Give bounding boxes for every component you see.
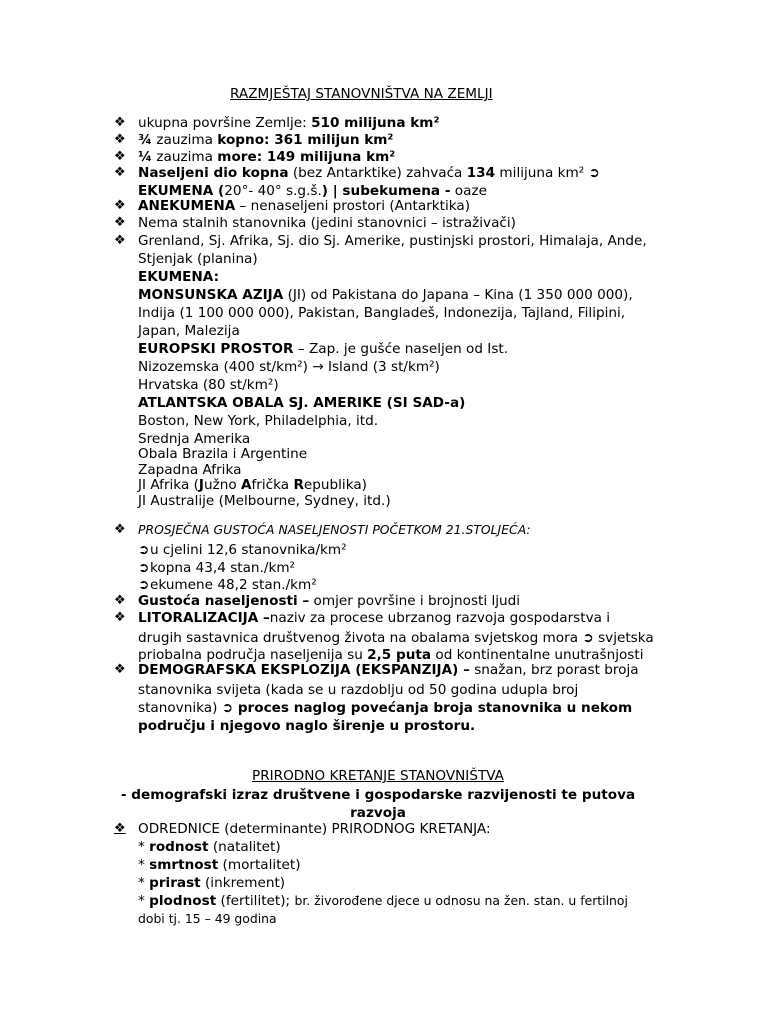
text: (JI) od Pakistana do Japana – Kina (1 350 000 000), — [283, 287, 633, 303]
text: milijuna km² — [495, 165, 589, 181]
bullet-icon: ❖ — [114, 198, 126, 213]
line-littoralization-cont — [138, 629, 654, 647]
term: ANEKUMENA — [138, 198, 236, 214]
line-demographic-cont — [138, 699, 632, 717]
line-no-residents: Nema stalnih stanovnika (jedini stanovnici – istraživači) — [138, 215, 516, 231]
line-europe — [138, 340, 508, 358]
text: * — [138, 893, 150, 909]
line-land — [138, 131, 393, 149]
line-monsoon-asia-cont: Japan, Malezija — [138, 323, 240, 339]
bullet-icon: ❖ — [114, 522, 126, 537]
line-natality — [138, 838, 281, 856]
value-land: kopno: 361 milijun km² — [217, 132, 394, 148]
text: oaze — [450, 183, 487, 199]
line-demographic-explosion — [138, 661, 639, 679]
text: A — [240, 477, 252, 493]
line-croatia: Hrvatska (80 st/km²) — [138, 377, 279, 393]
term: Gustoća naseljenosti – — [138, 593, 310, 609]
line-netherlands: Nizozemska (400 st/km²) → Island (3 st/km²) — [138, 359, 440, 375]
term: Naseljeni dio kopna — [138, 165, 289, 181]
line-density-land — [138, 559, 295, 577]
line-increment — [138, 874, 285, 892]
arrow-icon: ➲ — [138, 560, 150, 576]
text: br. živorođene djece u odnosu na žen. stan. u fertilnoj — [294, 893, 628, 908]
heading-ecumene: EKUMENA: — [138, 269, 220, 285]
arrow-icon: ➲ — [588, 165, 600, 181]
text: (natalitet) — [208, 839, 281, 855]
line-mortality — [138, 856, 301, 874]
text: (inkrement) — [200, 875, 286, 891]
bullet-icon: ❖ — [114, 215, 126, 230]
text: – nenaseljeni prostori (Antarktika) — [235, 198, 471, 214]
text: priobalna područja naseljenija su — [138, 647, 368, 663]
line-fertility-cont: dobi tj. 15 – 49 godina — [138, 911, 277, 926]
term: prirast — [149, 875, 201, 891]
line-brazil: Obala Brazila i Argentine — [138, 446, 308, 462]
line-fertility — [138, 892, 628, 910]
line-density-total — [138, 541, 347, 559]
section-title-natural-movement: PRIRODNO KRETANJE STANOVNIŠTVA — [252, 768, 504, 784]
value: 134 — [466, 165, 496, 181]
fraction: ¼ — [138, 149, 153, 165]
line-demographic-cont: stanovnika svijeta (kada se u razdoblju od 50 godina udupla broj — [138, 682, 579, 698]
term: plodnost — [149, 893, 217, 909]
text: svjetska — [593, 630, 654, 646]
line-littoralization — [138, 609, 610, 627]
line-west-africa: Zapadna Afrika — [138, 462, 242, 478]
text: * — [138, 839, 150, 855]
bullet-icon: ❖ — [114, 233, 126, 248]
text: (fertilitet); — [216, 893, 295, 909]
bullet-icon: ❖ — [114, 610, 126, 625]
text: snažan, brz porast broja — [469, 662, 639, 678]
line-australia: JI Australije (Melbourne, Sydney, itd.) — [138, 493, 391, 509]
text: frička — [251, 477, 294, 493]
line-demographic-cont: području i njegovo naglo širenje u prostoru. — [138, 718, 476, 734]
text: JI Afrika ( — [138, 477, 199, 493]
line-monsoon-asia — [138, 286, 633, 304]
bullet-icon: ❖ — [114, 821, 126, 836]
line-atlantic: ATLANTSKA OBALA SJ. AMERIKE (SI SAD-a) — [138, 395, 466, 411]
bullet-icon: ❖ — [114, 662, 126, 677]
line-monsoon-asia-cont: Indija (1 100 000 000), Pakistan, Bangladeš, Indonezija, Tajland, Filipini, — [138, 305, 626, 321]
text: zauzima — [152, 149, 218, 165]
text: * — [138, 857, 150, 873]
arrow-icon: ➲ — [582, 630, 594, 646]
term: ) | subekumena - — [321, 183, 451, 199]
term: EKUMENA ( — [138, 183, 225, 199]
text: epublika) — [303, 477, 367, 493]
value: 2,5 puta — [367, 647, 432, 663]
text: užno — [203, 477, 241, 493]
text: (mortalitet) — [218, 857, 301, 873]
text: kopna 43,4 stan./km² — [150, 560, 296, 576]
value-sea: more: 149 milijuna km² — [217, 149, 396, 165]
value-total-area: 510 milijuna km² — [311, 115, 440, 131]
text: * — [138, 875, 150, 891]
text: u cjelini 12,6 stanovnika/km² — [150, 542, 347, 558]
term: LITORALIZACIJA – — [138, 610, 270, 626]
text: J — [198, 477, 204, 493]
arrow-icon: ➲ — [138, 542, 150, 558]
line-regions-cont: Stjenjak (planina) — [138, 251, 258, 267]
text: naziv za procese ubrzanog razvoja gospodarstva i — [269, 610, 611, 626]
arrow-icon: ➲ — [138, 577, 150, 593]
heading-determinants: ODREDNICE (determinante) PRIRODNOG KRETANJA: — [138, 821, 491, 837]
line-cities: Boston, New York, Philadelphia, itd. — [138, 413, 379, 429]
fraction: ¾ — [138, 132, 153, 148]
text: od kontinentalne unutrašnjosti — [431, 647, 644, 663]
text: drugih sastavnica društvenog života na obalama svjetskog mora — [138, 630, 583, 646]
text: – Zap. je gušće naseljen od Ist. — [293, 341, 509, 357]
line-anecumene — [138, 197, 470, 215]
text: proces naglog povećanja broja stanovnika u nekom — [233, 700, 633, 716]
text: stanovnika) — [138, 700, 222, 716]
line-central-america: Srednja Amerika — [138, 431, 251, 447]
line-inhabited-land — [138, 164, 600, 182]
section-title-distribution: RAZMJEŠTAJ STANOVNIŠTVA NA ZEMLJI — [230, 86, 493, 102]
term: smrtnost — [149, 857, 219, 873]
line-regions: Grenland, Sj. Afrika, Sj. dio Sj. Amerike, pustinjski prostori, Himalaja, Ande, — [138, 233, 647, 249]
subtitle: - demografski izraz društvene i gospodarske razvijenosti te putova — [120, 787, 636, 803]
bullet-icon: ❖ — [114, 149, 126, 164]
bullet-icon: ❖ — [114, 115, 126, 130]
subtitle-cont: razvoja — [350, 805, 406, 821]
arrow-icon: ➲ — [221, 700, 234, 716]
line-density-definition — [138, 592, 520, 610]
line-total-area — [138, 114, 439, 132]
bullet-icon: ❖ — [114, 593, 126, 608]
term: rodnost — [149, 839, 209, 855]
heading-density: PROSJEČNA GUSTOĆA NASELJENOSTI POČETKOM 21.STOLJEĆA: — [138, 522, 531, 537]
term: MONSUNSKA AZIJA — [138, 287, 284, 303]
text: ekumene 48,2 stan./km² — [150, 577, 317, 593]
term: DEMOGRAFSKA EKSPLOZIJA (EKSPANZIJA) – — [138, 662, 470, 678]
text: 20°- 40° s.g.š. — [224, 183, 322, 199]
bullet-icon: ❖ — [114, 165, 126, 180]
text: (bez Antarktike) zahvaća — [288, 165, 467, 181]
text: ukupna površine Zemlje: — [138, 115, 312, 131]
text: omjer površine i brojnosti ljudi — [309, 593, 521, 609]
text: R — [293, 477, 304, 493]
text: zauzima — [152, 132, 218, 148]
term: EUROPSKI PROSTOR — [138, 341, 294, 357]
bullet-icon: ❖ — [114, 132, 126, 147]
